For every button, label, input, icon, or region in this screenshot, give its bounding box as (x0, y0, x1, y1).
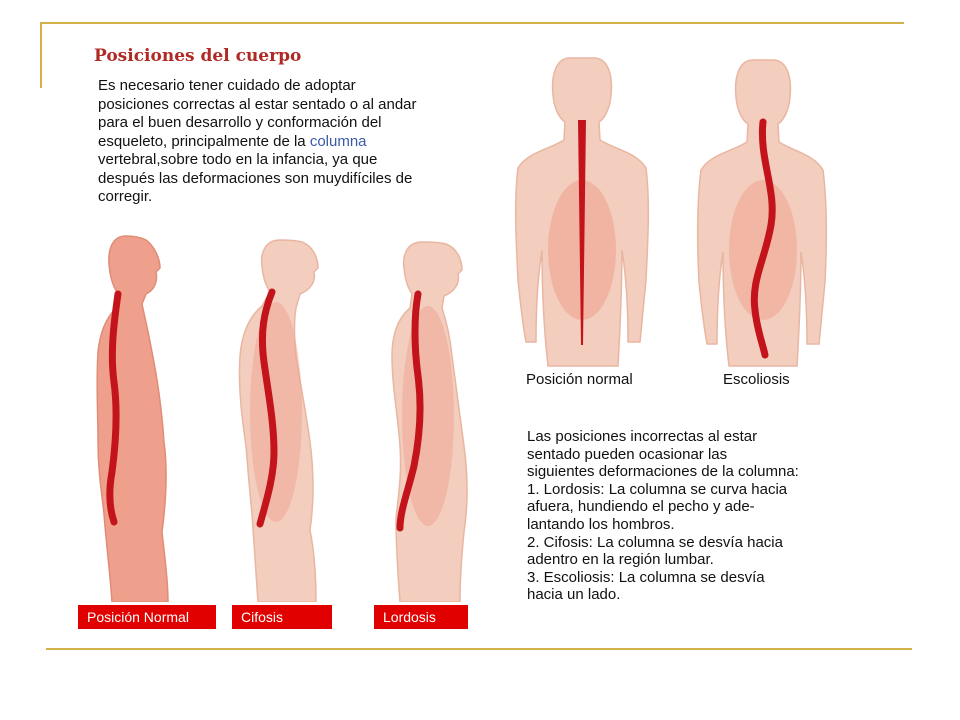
intro-text-after: vertebral,sobre todo en la infancia, ya que después las deformaciones son muydifíciles de corregir. (98, 151, 413, 205)
label-side-lordosis: Lordosis (374, 605, 468, 629)
label-back-normal: Posición normal (526, 371, 633, 388)
explanation-line: hacia un lado. (527, 586, 621, 604)
label-side-normal: Posición Normal (78, 605, 216, 629)
explanation-line: adentro en la región lumbar. (527, 551, 714, 569)
explanation-line: Las posiciones incorrectas al estar (527, 428, 758, 445)
explanation-line: sentado pueden ocasionar las (527, 445, 728, 463)
page-title: Posiciones del cuerpo (94, 46, 302, 66)
explanation-line: 2. Cifosis: La columna se desvía hacia (527, 533, 783, 551)
explanation-paragraph (527, 428, 857, 604)
explanation-line: lantando los hombros. (527, 515, 675, 533)
explanation-line: siguientes deformaciones de la columna: (527, 463, 799, 481)
label-side-kyphosis: Cifosis (232, 605, 332, 629)
explanation-line: afuera, hundiendo el pecho y ade- (527, 498, 755, 516)
side-view-lordosis-figure (380, 236, 480, 602)
label-back-scoliosis: Escoliosis (723, 371, 790, 388)
frame-bottom-line (46, 648, 912, 650)
frame-left-line (40, 22, 42, 88)
side-view-normal-figure (88, 232, 178, 602)
explanation-line: 3. Escoliosis: La columna se desvía (527, 568, 765, 586)
frame-top-line (40, 22, 904, 24)
side-normal-body (97, 236, 168, 602)
side-view-kyphosis-figure (232, 232, 332, 602)
explanation-line: 1. Lordosis: La columna se curva hacia (527, 480, 788, 498)
back-view-normal-figure (508, 50, 658, 370)
intro-paragraph (98, 77, 428, 207)
back-view-scoliosis-figure (685, 50, 835, 370)
intro-text-before: Es necesario tener cuidado de adoptar posiciones correctas al estar sentado o al andar para el buen desarrollo y conformación del esqueleto, principalmente de la (98, 77, 417, 150)
intro-highlight-columna: columna (309, 132, 367, 150)
